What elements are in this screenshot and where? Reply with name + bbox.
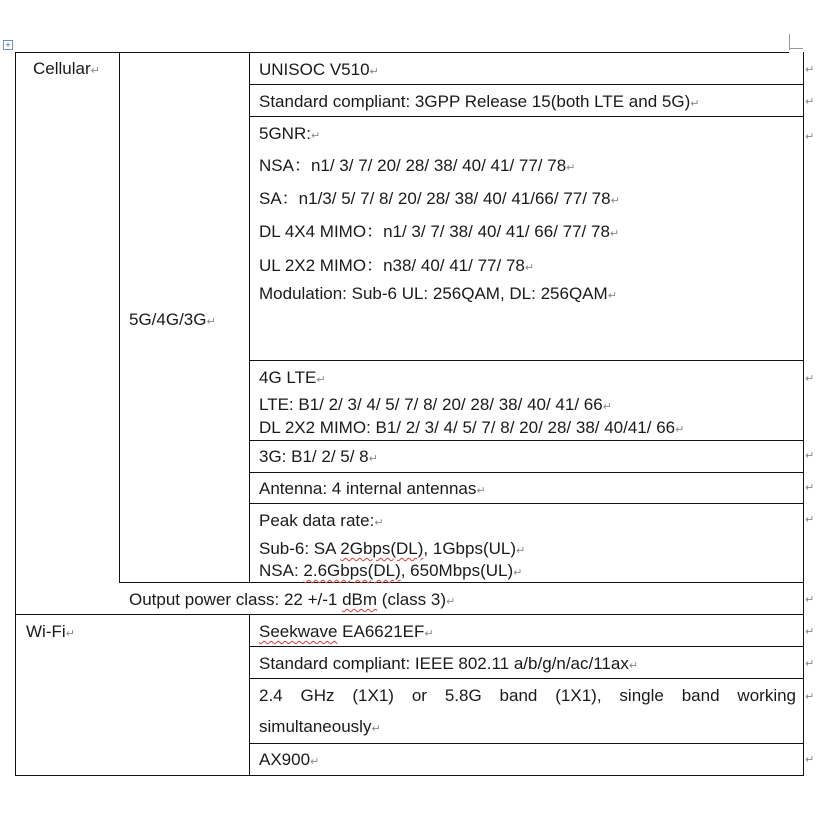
peak-heading: Peak data rate:↵ [259, 511, 384, 530]
row-end-mark: ↵ [805, 373, 815, 385]
row-label-cellular: Cellular↵ [33, 59, 100, 78]
column-divider [119, 52, 120, 583]
table-border-top [15, 52, 789, 53]
wifi-chip: Seekwave EA6621EF↵ [259, 622, 434, 641]
row-end-mark: ↵ [805, 658, 815, 670]
row-end-mark: ↵ [805, 131, 815, 143]
margin-mark [789, 34, 790, 50]
row-divider [249, 646, 804, 647]
wifi-class: AX900↵ [259, 750, 320, 769]
nr-sa-bands: SA：n1/3/ 5/ 7/ 8/ 20/ 28/ 38/ 40/ 41/66/ 77/ 78↵ [259, 189, 620, 208]
row-end-mark: ↵ [805, 626, 815, 638]
row-divider [249, 440, 804, 441]
nr-ul-mimo: UL 2X2 MIMO：n38/ 40/ 41/ 77/ 78↵ [259, 256, 535, 275]
chipset-text: UNISOC V510↵ [259, 60, 379, 79]
row-sublabel-5g4g3g: 5G/4G/3G↵ [129, 310, 216, 329]
row-end-mark: ↵ [805, 64, 815, 76]
wifi-band-line-1: 2.4 GHz (1X1) or 5.8G band (1X1), single band working [259, 686, 796, 705]
nr-nsa-bands: NSA：n1/ 3/ 7/ 20/ 28/ 38/ 40/ 41/ 77/ 78↵ [259, 156, 576, 175]
row-divider [249, 84, 804, 85]
antenna-text: Antenna: 4 internal antennas↵ [259, 479, 486, 498]
row-divider [249, 743, 804, 744]
table-move-handle-icon[interactable]: + [3, 40, 13, 50]
row-divider [249, 678, 804, 679]
lte-bands: LTE: B1/ 2/ 3/ 4/ 5/ 7/ 8/ 20/ 28/ 38/ 40/ 41/ 66↵ [259, 395, 612, 414]
row-divider [249, 360, 804, 361]
row-divider [15, 614, 804, 615]
nr-modulation: Modulation: Sub-6 UL: 256QAM, DL: 256QAM↵ [259, 284, 617, 303]
wifi-band-line-2: simultaneously↵ [259, 717, 381, 736]
lte-dl-mimo: DL 2X2 MIMO: B1/ 2/ 3/ 4/ 5/ 7/ 8/ 20/ 28/ 38/ 40/41/ 66↵ [259, 418, 685, 437]
row-end-mark: ↵ [805, 514, 815, 526]
row-end-mark: ↵ [805, 482, 815, 494]
row-end-mark: ↵ [805, 594, 815, 606]
column-divider [249, 614, 250, 776]
wcdma-bands: 3G: B1/ 2/ 5/ 8↵ [259, 447, 378, 466]
column-divider [249, 52, 250, 583]
wifi-standard: Standard compliant: IEEE 802.11 a/b/g/n/ac/11ax↵ [259, 654, 639, 673]
row-divider [249, 116, 804, 117]
table-border-left [15, 52, 16, 776]
row-label-wifi: Wi-Fi↵ [26, 622, 75, 641]
nr-dl-mimo: DL 4X4 MIMO：n1/ 3/ 7/ 38/ 40/ 41/ 66/ 77/ 78↵ [259, 222, 620, 241]
peak-sub6: Sub-6: SA 2Gbps(DL), 1Gbps(UL)↵ [259, 539, 526, 558]
row-divider [249, 472, 804, 473]
row-end-mark: ↵ [805, 754, 815, 766]
output-power-text: Output power class: 22 +/-1 dBm (class 3)↵ [129, 590, 456, 609]
standard-text: Standard compliant: 3GPP Release 15(both LTE and 5G)↵ [259, 92, 700, 111]
table-border-right [803, 52, 804, 776]
lte-heading: 4G LTE↵ [259, 368, 326, 387]
table-border-bottom [15, 775, 804, 776]
nr-heading: 5GNR:↵ [259, 124, 321, 143]
row-end-mark: ↵ [805, 450, 815, 462]
row-end-mark: ↵ [805, 96, 815, 108]
row-divider [249, 503, 804, 504]
margin-mark [789, 34, 803, 49]
peak-nsa: NSA: 2.6Gbps(DL), 650Mbps(UL)↵ [259, 561, 523, 580]
row-end-mark: ↵ [805, 691, 815, 703]
